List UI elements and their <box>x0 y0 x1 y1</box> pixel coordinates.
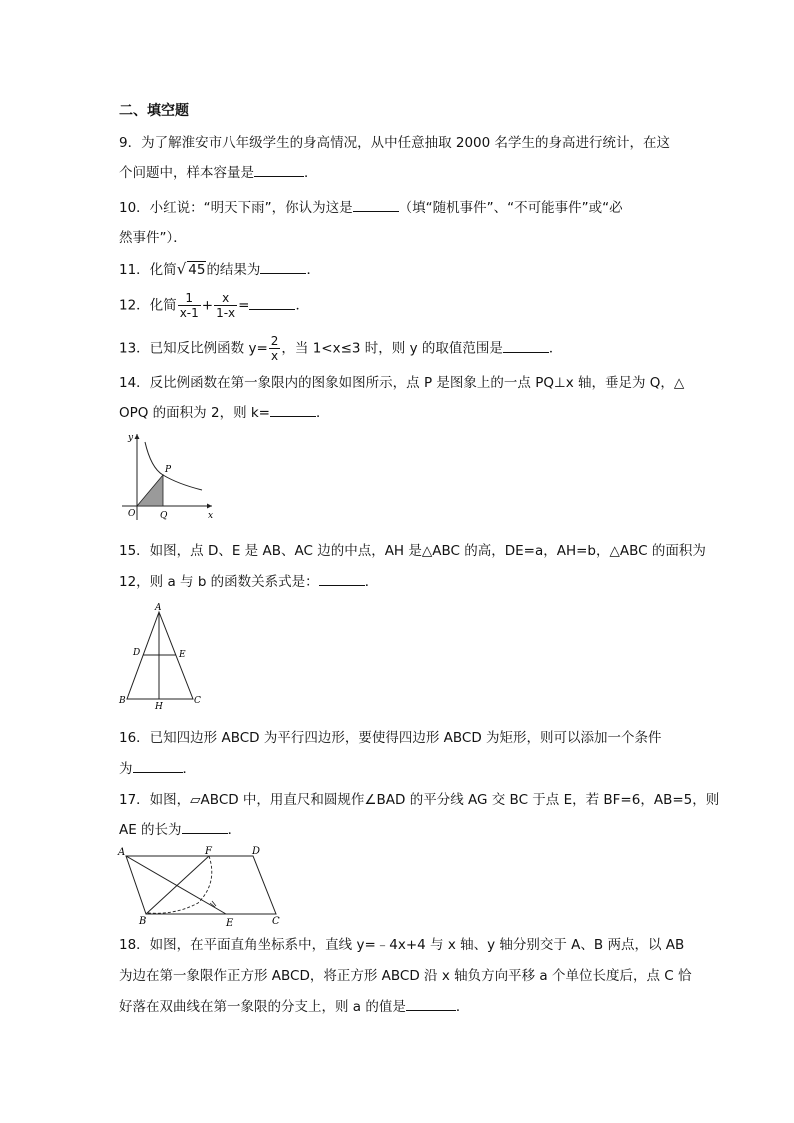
q18-text: 好落在双曲线在第一象限的分支上，则 a 的值是 <box>119 999 406 1015</box>
q9-answer-blank <box>254 164 304 177</box>
q12-end: ． <box>295 297 309 314</box>
x-axis-arrow-icon <box>207 504 212 509</box>
figure-17-parallelogram <box>114 843 294 928</box>
label-x: x <box>208 511 214 521</box>
q13-numerator: 2 <box>270 334 279 348</box>
q12-eq: = <box>238 297 250 314</box>
q13-denominator: x <box>271 349 279 363</box>
q13-answer-blank <box>503 340 549 353</box>
q14-answer-blank <box>270 404 316 417</box>
q9-end: ． <box>304 165 318 181</box>
q15-line1: 15．如图，点 D、E 是 AB、AC 边的中点，AH 是△ABC 的高，DE=a，AH=b，△ABC 的面积为 <box>119 543 706 559</box>
q17-answer-blank <box>182 821 228 834</box>
q13-end: ． <box>548 340 563 357</box>
q9-line1: 9．为了解淮安市八年级学生的身高情况，从中任意抽取 2000 名学生的身高进行统计，在这 <box>119 135 671 151</box>
q13-line <box>119 334 562 363</box>
q13-pre: 13．已知反比例函数 y= <box>119 340 268 357</box>
label-a: A <box>155 603 162 613</box>
label-c: C <box>272 916 280 927</box>
q14-line2 <box>119 403 330 423</box>
parallelogram-abcd <box>126 856 276 914</box>
label-c: C <box>194 696 201 706</box>
label-b: B <box>139 916 147 927</box>
q18-line3 <box>119 997 469 1017</box>
label-d: D <box>133 648 141 658</box>
q11-end: ． <box>306 262 320 278</box>
q9-text: 个问题中，样本容量是 <box>119 165 254 181</box>
q17-text: AE 的长为 <box>119 822 182 838</box>
y-axis-arrow-icon <box>135 434 140 439</box>
q15-answer-blank <box>319 573 365 586</box>
q17-line1: 17．如图，▱ABCD 中，用直尺和圆规作∠BAD 的平分线 AG 交 BC 于点 E，若 BF=6，AB=5，则 <box>119 792 720 808</box>
q11-post: 的结果为 <box>206 262 261 278</box>
q11-line <box>119 259 320 280</box>
q16-line2 <box>119 759 196 779</box>
q10-line1 <box>119 198 623 218</box>
label-d: D <box>252 846 261 857</box>
q16-end: ． <box>182 761 196 777</box>
label-a: A <box>118 847 126 858</box>
figure-14-graph <box>118 428 218 524</box>
q13-post: ，当 1<x≤3 时，则 y 的取值范围是 <box>281 340 503 357</box>
construction-arc <box>148 856 212 913</box>
q18-answer-blank <box>406 998 456 1011</box>
q12-f1-denominator: x-1 <box>179 306 199 320</box>
hyperbola-curve <box>145 442 202 490</box>
label-b: B <box>119 696 126 706</box>
q12-line <box>119 291 309 320</box>
q17-line2 <box>119 820 241 840</box>
q12-fraction-1 <box>178 291 201 320</box>
q12-answer-blank <box>249 297 295 310</box>
q12-f2-numerator: x <box>214 291 237 306</box>
q11-answer-blank <box>260 261 306 274</box>
q17-end: ． <box>227 822 242 838</box>
section-title: 二、填空题 <box>119 103 189 119</box>
label-h: H <box>155 702 163 710</box>
q14-line1: 14．反比例函数在第一象限内的图象如图所示，点 P 是图象上的一点 PQ⊥x 轴，垂足为 Q，△ <box>119 375 685 391</box>
q10-text-a: 10．小红说：“明天下雨”，你认为这是 <box>119 200 353 216</box>
label-q: Q <box>160 511 168 521</box>
q16-line1: 16．已知四边形 ABCD 为平行四边形，要使得四边形 ABCD 为矩形，则可以添加一个条件 <box>119 730 662 746</box>
label-y: y <box>128 433 134 443</box>
q18-end: ． <box>455 999 470 1015</box>
q13-fraction <box>269 334 281 363</box>
q10-text-b: （填“随机事件”、“不可能事件”或“必 <box>398 200 623 216</box>
label-o: O <box>128 509 136 519</box>
q11-radicand: 45 <box>188 262 206 278</box>
q12-plus: + <box>201 297 214 314</box>
q12-fraction-2 <box>214 291 237 320</box>
q10-line2: 然事件”）． <box>119 230 187 246</box>
q14-text: OPQ 的面积为 2，则 k= <box>119 405 270 421</box>
q18-line1: 18．如图，在平面直角坐标系中，直线 y=﹣4x+4 与 x 轴、y 轴分别交于 A、B 两点，以 AB <box>119 937 685 953</box>
q12-f2-denominator: 1-x <box>216 306 236 320</box>
bisector-ae <box>126 856 226 914</box>
label-p: P <box>165 465 172 475</box>
q9-line2 <box>119 163 318 183</box>
label-e: E <box>179 650 186 660</box>
q16-answer-blank <box>133 760 183 773</box>
segment-bf <box>146 856 209 914</box>
q12-f1-numerator: 1 <box>178 291 201 306</box>
q16-text: 为 <box>119 761 133 777</box>
q15-text: 12，则 a 与 b 的函数关系式是： <box>119 574 319 590</box>
figure-15-triangle <box>114 600 206 710</box>
label-e: E <box>226 918 234 928</box>
q15-line2 <box>119 572 378 592</box>
q12-pre: 12．化简 <box>119 297 177 314</box>
q14-end: ． <box>316 405 330 421</box>
label-f: F <box>205 846 212 857</box>
q15-end: ． <box>364 574 379 590</box>
q18-line2: 为边在第一象限作正方形 ABCD，将正方形 ABCD 沿 x 轴负方向平移 a 个单位长度后，点 C 恰 <box>119 968 692 984</box>
q10-answer-blank <box>353 199 399 212</box>
sqrt-sign: √ <box>176 260 187 278</box>
q11-pre: 11．化简 <box>119 262 177 278</box>
triangle-opq-shaded <box>137 475 163 506</box>
